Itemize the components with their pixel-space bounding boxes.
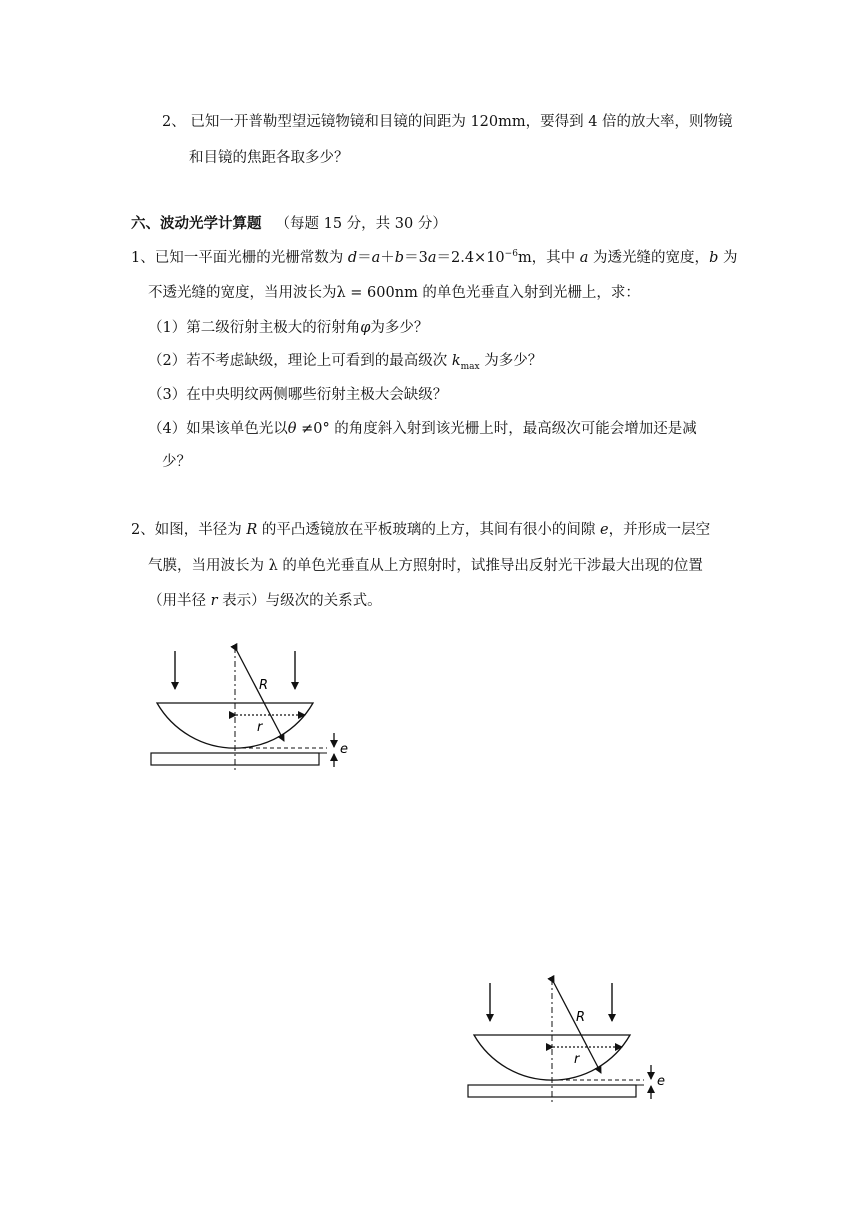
grating-constant-value: ＝2.4×10 xyxy=(436,250,505,266)
var-e: e xyxy=(599,522,609,538)
text: ＝ xyxy=(357,250,372,266)
text: m，其中 xyxy=(517,250,580,266)
prev-question-line-2: 和目镜的焦距各取多少？ xyxy=(189,150,349,166)
var-phi: φ xyxy=(360,320,371,336)
label-r: r xyxy=(257,720,263,735)
problem-2-line-2: 气膜，当用波长为 λ 的单色光垂直从上方照射时，试推导出反射光干涉最大出现的位置 xyxy=(148,558,703,574)
var-b: b xyxy=(709,250,719,266)
problem-1-sub-4 xyxy=(148,419,697,439)
text: （2）若不考虑缺级，理论上可看到的最高级次 xyxy=(148,353,452,369)
text: ≠0° 的角度斜入射到该光栅上时，最高级次可能会增加还是减 xyxy=(296,421,697,437)
text: （4）如果该单色光以 xyxy=(148,421,288,437)
section-title: 六、波动光学计算题 xyxy=(131,216,262,232)
section-note: （每题 15 分，共 30 分） xyxy=(275,216,447,232)
subscript-max: max xyxy=(460,361,480,372)
label-e: e xyxy=(340,742,348,757)
exponent: −6 xyxy=(504,249,518,260)
var-b: b xyxy=(394,250,405,266)
var-k: k xyxy=(451,353,461,369)
text: ＝3 xyxy=(404,250,428,266)
label-r: r xyxy=(574,1052,580,1067)
problem-1-line-2: 不透光缝的宽度，当用波长为λ = 600nm 的单色光垂直入射到光栅上，求： xyxy=(148,285,640,301)
section-heading xyxy=(131,214,447,234)
var-a: a xyxy=(371,250,381,266)
var-R: R xyxy=(246,522,258,538)
text: 2、如图，半径为 xyxy=(131,522,247,538)
text: 为 xyxy=(718,250,738,266)
problem-1-sub-3: （3）在中央明纹两侧哪些衍射主极大会缺级？ xyxy=(148,387,448,403)
text: 为透光缝的宽度， xyxy=(588,250,710,266)
problem-1-intro: 1、已知一平面光栅的光栅常数为 xyxy=(131,250,348,266)
prev-question-line-1: 2、 已知一开普勒型望远镜物镜和目镜的间距为 120mm，要得到 4 倍的放大率，则物镜 xyxy=(162,114,733,130)
var-theta: θ xyxy=(287,421,297,437)
problem-2-line-1 xyxy=(131,520,710,540)
label-e: e xyxy=(657,1074,665,1089)
problem-1-line-1 xyxy=(131,248,737,268)
label-R: R xyxy=(576,1010,586,1025)
problem-1-sub-4-line-2: 少？ xyxy=(162,454,191,470)
var-a: a xyxy=(579,250,589,266)
text: 的平凸透镜放在平板玻璃的上方，其间有很小的间隙 xyxy=(257,522,600,538)
var-d: d xyxy=(347,250,358,266)
lens-diagram-2 xyxy=(462,975,677,1105)
var-a: a xyxy=(427,250,437,266)
text: （用半径 xyxy=(148,593,211,609)
var-r: r xyxy=(210,593,218,609)
text: 为多少？ xyxy=(370,320,429,336)
label-R: R xyxy=(259,678,269,693)
problem-2-line-3 xyxy=(148,591,382,611)
text: ＋ xyxy=(380,250,395,266)
text: ，并形成一层空 xyxy=(608,522,711,538)
problem-1-sub-1 xyxy=(148,318,428,338)
lens-diagram-1 xyxy=(145,643,360,773)
text: 表示）与级次的关系式。 xyxy=(217,593,382,609)
problem-1-sub-2 xyxy=(148,351,542,371)
text: 为多少？ xyxy=(479,353,543,369)
text: （1）第二级衍射主极大的衍射角 xyxy=(148,320,361,336)
